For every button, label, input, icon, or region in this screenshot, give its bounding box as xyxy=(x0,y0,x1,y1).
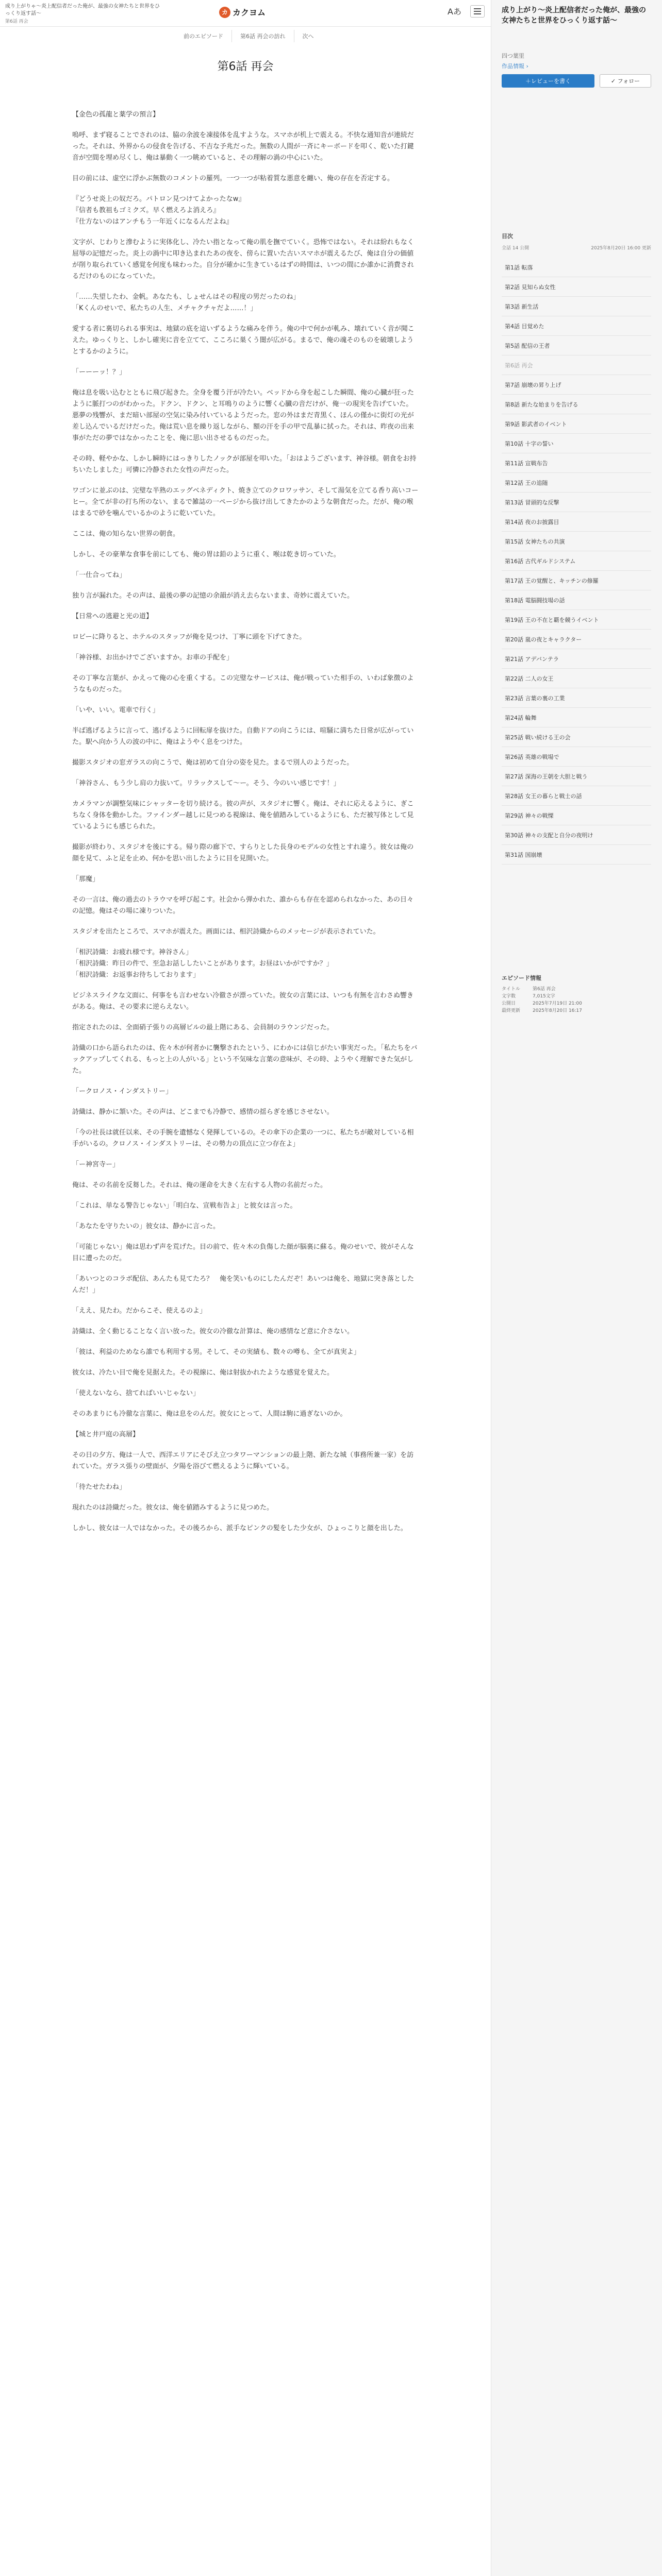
body-paragraph: 「ええ、見たわ。だからこそ、使えるのよ」 xyxy=(72,1307,207,1315)
body-paragraph: その日の夕方、俺は一人で、西洋エリアにそびえ立つタワーマンションの最上階、新たな城（事務所兼一家）を訪れていた。ガラス張りの壁面が、夕陽を浴びて燃えるように輝いている。 xyxy=(72,1451,414,1470)
body-paragraph: 「ーーーッ！？」 xyxy=(72,368,126,376)
body-paragraph: 「那魔」 xyxy=(72,875,100,883)
info-row xyxy=(502,1007,651,1014)
toc-item[interactable]: 第9話 影武者のイベント xyxy=(502,414,651,434)
episode-body xyxy=(72,109,419,1544)
sidebar-author[interactable]: 四つ葉里 xyxy=(502,53,524,59)
toc-list xyxy=(502,258,651,865)
info-value: 2025年8月20日 16:17 xyxy=(533,1008,582,1013)
next-episode-link[interactable]: 次へ xyxy=(302,33,314,40)
toc-item[interactable]: 第5話 配信の王者 xyxy=(502,336,651,355)
toc-count: 全話 14 公開 xyxy=(502,246,529,251)
toc-item[interactable]: 第30話 神々の支配と自分の夜明け xyxy=(502,825,651,845)
episode-info-heading: エピソード情報 xyxy=(502,975,541,981)
body-paragraph: 撮影が終わり、スタジオを後にする。帰り際の廊下で、すらりとした長身のモデルの女性とすれ違う。彼女は俺の顔を見て、ふと足を止め、何かを思い出したように目を見開いた。 xyxy=(72,843,414,862)
info-row xyxy=(502,992,651,999)
sidebar xyxy=(491,0,662,2576)
body-paragraph: ロビーに降りると、ホテルのスタッフが俺を見つけ、丁寧に頭を下げてきた。 xyxy=(72,633,306,641)
body-paragraph: ワゴンに並ぶのは、完璧な半熟のエッグベネディクト、焼き立てのクロワッサン、そして湯気を立てる香り高いコーヒー。全てが非の打ち所のない、まるで雑誌の一ページから抜け出してきたかのような朝食だった。だが、俺の喉はまるで砂を噛んでいるかのように乾いていた。 xyxy=(72,487,419,517)
body-paragraph: 詩織は、全く動じることなく言い放った。彼女の冷徹な計算は、俺の感情など意に介さない。 xyxy=(72,1328,354,1335)
body-paragraph: 【金色の孤龍と薬学の預言】 xyxy=(72,111,160,118)
body-paragraph: 「いや、いい。電車で行く」 xyxy=(72,706,159,714)
work-info-link[interactable]: 作品情報 › xyxy=(502,63,528,70)
body-paragraph: 俺は、その名前を反芻した。それは、俺の運命を大きく左右する人物の名前だった。 xyxy=(72,1181,327,1189)
body-paragraph: その一言は、俺の過去のトラウマを呼び起こす。社会から弾かれた、誰からも存在を認められなかった、あの日々の記憶。俺はその場に凍りついた。 xyxy=(72,896,413,915)
toc-item[interactable]: 第2話 見知らぬ女性 xyxy=(502,277,651,297)
toc-item[interactable]: 第10話 十字の誓い xyxy=(502,434,651,453)
body-paragraph: 嗚呼、まず寝ることでされのは、脇の余波を凍接体を乱すような。スマホが机上で震える。不快な通知音が連続だった。それは、外界からの侵食を告げる、不吉な予兆だった。無数の人間が一斉にキーボードを叩く、乾いた打鍵音が空間を埋め尽くし、俺は暴動く一つ眺めていると、その理解の渦の中心にいた。 xyxy=(72,131,414,162)
body-paragraph: スタジオを出たところで、スマホが震えた。画面には、相沢詩織からのメッセージが表示されていた。 xyxy=(72,928,380,936)
body-paragraph: 「ークロノス・インダストリー」 xyxy=(72,1088,172,1095)
episode-nav xyxy=(175,30,322,42)
body-paragraph: 【日常への逃避と光の道】 xyxy=(72,613,153,620)
toc-item[interactable]: 第7話 崩壊の昇り上げ xyxy=(502,375,651,395)
body-paragraph: しかし、彼女は一人ではなかった。その後ろから、派手なピンクの髪をした少女が、ひょっこりと顔を出した。 xyxy=(72,1524,407,1532)
toc-item[interactable]: 第23話 言葉の裏の工業 xyxy=(502,688,651,708)
body-paragraph: 「使えないなら、捨てればいいじゃない」 xyxy=(72,1389,200,1397)
toc-item[interactable]: 第21話 アデバンテラ xyxy=(502,649,651,669)
body-paragraph: その丁寧な言葉が、かえって俺の心を重くする。この完璧なサービスは、俺が戦っていた相手の、いわば象徴のようなものだった。 xyxy=(72,674,414,693)
toc-meta xyxy=(502,244,651,251)
body-paragraph: 現れたのは詩織だった。彼女は、俺を値踏みするように見つめた。 xyxy=(72,1504,274,1512)
body-paragraph: 文字が、じわりと滲むように実体化し、冷たい指となって俺の肌を撫でていく。恐怖ではない。それは紛れもなく屈辱の記憶だった。炎上の渦中に叩き込まれたあの夜を、傍らに置いた古いスマホが震えるたび、俺は自分の価値が削り取られていく感覚を何度も味わった。自分が確かに生きているはずの時間は、いつの間にか誰かに消費されるだけのものになっていた。 xyxy=(72,239,414,280)
body-paragraph: 詩織は、静かに頷いた。その声は、どこまでも冷静で、感情の揺らぎを感じさせない。 xyxy=(72,1108,334,1116)
body-paragraph: 詩織の口から語られたのは、佐々木が何者かに襲撃されたという、にわかには信じがたい事実だった。「私たちをバックアップしてくれる、もっと上の人がいる」という不気味な言葉の意味が、その時、ようやく理解できた気がした。 xyxy=(72,1044,418,1075)
info-row xyxy=(502,999,651,1007)
body-paragraph: 「ー神宮寺ー」 xyxy=(72,1161,120,1168)
body-paragraph: 「あいつとのコラボ配信、あんたも見てたろ？ 俺を笑いものにしたんだぞ！あいつは俺を、地獄に突き落としたんだ！」 xyxy=(72,1275,415,1294)
toc-item[interactable]: 第20話 嵐の夜とキャラクター xyxy=(502,630,651,649)
sidebar-work-title[interactable]: 成り上がり〜炎上配信者だった俺が、最強の女神たちと世界をひっくり返す話〜 xyxy=(502,6,646,25)
toc-item[interactable]: 第27話 深海の王朝を大胆と戦う xyxy=(502,767,651,786)
toc-item[interactable]: 第15話 女神たちの共演 xyxy=(502,532,651,551)
body-paragraph: その時、軽やかな、しかし瞬時にはっきりしたノックが部屋を叩いた。「おはようございます、神谷様。朝食をお持ちいたしました」可憐に冷静された女性の声だった。 xyxy=(72,455,417,474)
body-paragraph: 彼女は、冷たい目で俺を見据えた。その視線に、俺は射抜かれたような感覚を覚えた。 xyxy=(72,1369,334,1377)
toc-item[interactable]: 第26話 英雄の戦場で xyxy=(502,747,651,767)
brand-name: カクヨム xyxy=(233,8,266,18)
body-paragraph: 撮影スタジオの窓ガラスの向こうで、俺は初めて自分の姿を見た。まるで別人のようだった。 xyxy=(72,759,354,767)
body-paragraph: 「神谷様、お出かけでございますか。お車の手配を」 xyxy=(72,654,234,662)
body-paragraph: 「……失望したわ、金帆。あなたも、しょせんはその程度の男だったのね」 「Kくんのせいで、私たちの人生、メチャクチャだよ……！」 xyxy=(72,293,300,312)
body-paragraph: 【城と井戸庭の高層】 xyxy=(72,1431,140,1438)
hamburger-icon-line xyxy=(474,13,481,14)
body-paragraph: 「待たせたわね」 xyxy=(72,1483,126,1491)
brand-logo-link[interactable] xyxy=(219,6,266,18)
body-paragraph: 俺は息を吸い込むとともに飛び起きた。全身を覆う汗が冷たい。ベッドから身を起こした瞬間、俺の心臓が狂ったように脈打つのがわかった。ドクン、ドクン、と耳鳴りのように響く心臓の音だけが、俺一の現実を告げていた。悪夢の残響が、まだ暗い部屋の空気に染み付いているようだった。窓の外はまだ青黒く、ほんの僅かに街灯の光が差し込んでいるだけだった。俺は荒い息を繰り返しながら、額の汗を手の甲で乱暴に拭った。それは、昨夜の出来事がただの夢ではなかったことを、俺に思い出させるものだった。 xyxy=(72,389,415,442)
prev-episode-link[interactable]: 前のエピソード xyxy=(175,30,232,42)
body-paragraph: 目の前には、虚空に浮かぶ無数のコメントの羅列。一つ一つが粘着質な悪意を纏い、俺の存在を否定する。 xyxy=(72,175,394,182)
info-row xyxy=(502,985,651,992)
toc-item[interactable]: 第13話 冒頭的な反撃 xyxy=(502,493,651,512)
info-value: 2025年7月19日 21:00 xyxy=(533,1001,582,1006)
body-paragraph: 「一仕合ってね」 xyxy=(72,571,126,579)
toc-item[interactable]: 第12話 王の追随 xyxy=(502,473,651,493)
episode-title: 第6話 再会 xyxy=(217,60,274,73)
info-key: 文字数 xyxy=(502,994,516,999)
body-paragraph: 「これは、単なる警告じゃない」「明白な、宣戦布告よ」と彼女は言った。 xyxy=(72,1202,297,1210)
body-paragraph: 「可能じゃない」俺は思わず声を荒げた。目の前で、佐々木の負傷した顔が脳裏に蘇る。俺のせいで、彼がそんな目に遭ったのだ。 xyxy=(72,1243,414,1262)
toc-item[interactable]: 第8話 新たな始まりを告げる xyxy=(502,395,651,414)
work-title[interactable]: 成り上がりゃ～炎上配信者だった俺が、最強の女神たちと世界をひっくり返す話～ xyxy=(5,4,160,16)
body-paragraph: 「神谷さん、もう少し肩の力抜いて。リラックスして〜ー。そう、今のいい感じです！」 xyxy=(72,779,340,787)
follow-button[interactable]: ✓ フォロー xyxy=(600,74,651,88)
body-paragraph: 指定されたのは、全面硝子張りの高層ビルの最上階にある、会員制のラウンジだった。 xyxy=(72,1024,334,1031)
toc-item[interactable]: 第18話 電脳闘技場の話 xyxy=(502,590,651,610)
toc-heading: 目次 xyxy=(502,233,513,240)
toc-updated: 2025年8月20日 16:00 更新 xyxy=(591,246,651,251)
body-paragraph: 『どうせ炎上の奴だろ。パトロン見つけてよかったなw』 『信者も教祖もゴミクズ。早く燃えろよ消えろ』 『仕方ないのはアンチもう一年近くになるんだよね』 xyxy=(72,195,245,226)
toc-item[interactable]: 第19話 王の不在と覇を競うイベント xyxy=(502,610,651,630)
body-paragraph: 独り言が漏れた。その声は、最後の夢の記憶の余韻が消え去らないまま、奇妙に震えていた。 xyxy=(72,592,354,600)
toc-item[interactable]: 第22話 二人の女王 xyxy=(502,669,651,688)
episode-info xyxy=(502,974,651,1014)
body-paragraph: 愛する者に裏切られる事実は、地獄の底を這いずるような痛みを伴う。俺の中で何かが軋み、壊れていく音が聞こえた。ゆっくりと、しかし確実に音を立てて、こころに巣くう闇が広がる。まるで、俺の魂そのものを破壊しようとするかのように。 xyxy=(72,325,415,355)
body-paragraph: 半ば逃げるように言って、逃げるように回転扉を抜けた。自動ドアの向こうには、喧騒に満ちた日常が広がっていた。駅へ向かう人の波の中に、俺はようやく息をつけた。 xyxy=(72,727,414,746)
current-episode-link[interactable]: 第6話 再会の訪れ xyxy=(232,30,294,42)
info-key: 最終更新 xyxy=(502,1008,521,1013)
toc-item[interactable]: 第29話 神々の戦慄 xyxy=(502,806,651,825)
toc-item[interactable]: 第3話 新生活 xyxy=(502,297,651,316)
toc-item[interactable]: 第11話 宣戦布告 xyxy=(502,453,651,473)
toc-item[interactable]: 第25話 戦い続ける王の会 xyxy=(502,727,651,747)
info-key: 公開日 xyxy=(502,1001,516,1006)
body-paragraph: 「あなたを守りたいの」彼女は、静かに言った。 xyxy=(72,1223,220,1230)
body-paragraph: 「今の社長は就任以来、その手腕を遺憾なく発揮しているの。その傘下の企業の一つに、私たちが敵対している相手がいるの。クロノス・インダストリーは、その勢力の頂点に立つ存在よ」 xyxy=(72,1129,414,1148)
body-paragraph: カメラマンが調整気味にシャッターを切り続ける。彼の声が、スタジオに響く。俺は、それに応えるように、ぎこちなく身体を動かした。ファインダー越しに見つめる視線は、俺を値踏みしているようにも、ただ被写体として見ているようにも感じられた。 xyxy=(72,800,414,831)
write-review-button[interactable]: ＋レビューを書く xyxy=(502,74,594,88)
body-paragraph: しかし、その豪華な食事を前にしても、俺の胃は鉛のように重く、喉は乾き切っていた。 xyxy=(72,551,340,558)
info-value: 7,015文字 xyxy=(533,994,555,999)
toc-item[interactable]: 第14話 夜のお披露目 xyxy=(502,512,651,532)
toc-item[interactable]: 第1話 転落 xyxy=(502,258,651,277)
kakuyomu-logo-icon: カ xyxy=(219,7,230,18)
episode-subtitle: 第6話 再会 xyxy=(5,19,28,24)
toc-item[interactable]: 第16話 古代ギルドシステム xyxy=(502,551,651,571)
info-key: タイトル xyxy=(502,987,520,992)
toc-item[interactable]: 第17話 王の覚醒と、キッチンの修羅 xyxy=(502,571,651,590)
toc-item[interactable]: 第4話 目覚めた xyxy=(502,316,651,336)
hamburger-icon-line xyxy=(474,8,481,9)
body-paragraph: 「彼は、利益のためなら誰でも利用する男。そして、その実績も、数々の噂も、全てが真実よ」 xyxy=(72,1348,360,1356)
toc-item[interactable]: 第6話 再会 xyxy=(502,355,651,375)
body-paragraph: ビジネスライクな文面に、何事をも言わせない冷徹さが漂っていた。彼女の言葉には、いつも有無を言わさぬ響きがある。俺は、その要求に逆らえない。 xyxy=(72,992,413,1011)
toc-item[interactable]: 第28話 女王の暮らと戦士の話 xyxy=(502,786,651,806)
body-paragraph: 「相沢詩織：お疲れ様です。神谷さん」 「相沢詩織：昨日の件で、至急お話ししたいことがあります。お昼はいかがですか？」 「相沢詩織：お返事お待ちしております」 xyxy=(72,948,333,979)
info-value: 第6話 再会 xyxy=(533,987,556,992)
font-size-button[interactable]: Aあ xyxy=(448,7,461,16)
body-paragraph: そのあまりにも冷徹な言葉に、俺は息をのんだ。彼女にとって、人間は駒に過ぎないのか。 xyxy=(72,1410,347,1418)
toc-item[interactable]: 第24話 輪舞 xyxy=(502,708,651,727)
toc-item[interactable]: 第31話 国崩壊 xyxy=(502,845,651,865)
menu-button[interactable] xyxy=(470,5,485,18)
body-paragraph: ここは、俺の知らない世界の朝食。 xyxy=(72,530,180,538)
hamburger-icon-line xyxy=(474,11,481,12)
